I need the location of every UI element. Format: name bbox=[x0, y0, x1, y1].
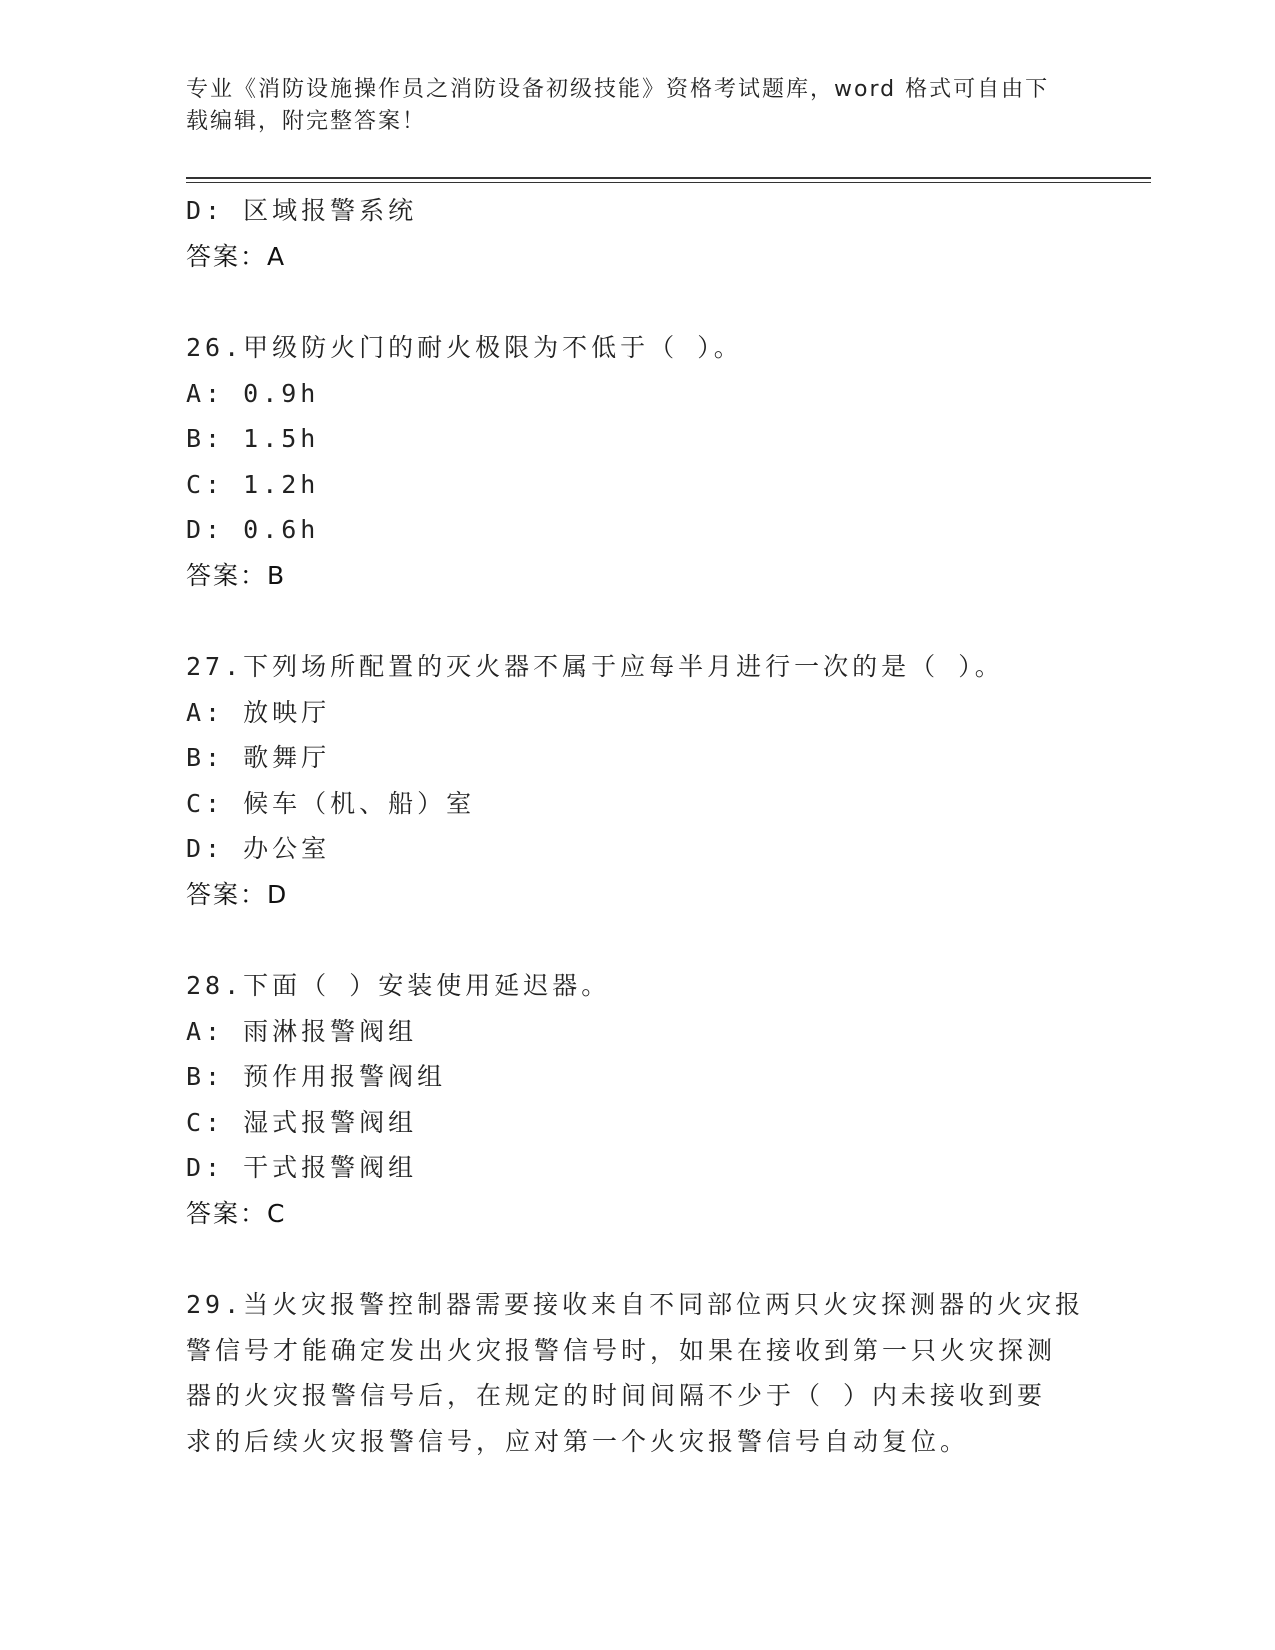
question-stem-line-3: 器的火灾报警信号后，在规定的时间间隔不少于（ ）内未接收到要 bbox=[186, 1381, 1047, 1410]
option-b: B: 歌舞厅 bbox=[186, 743, 331, 772]
question-27 bbox=[186, 644, 1086, 917]
option-b: B: 1.5h bbox=[186, 424, 320, 453]
question-26 bbox=[186, 325, 1086, 598]
document-header bbox=[186, 74, 1066, 138]
spacer bbox=[186, 598, 1086, 644]
option-d: D: 办公室 bbox=[186, 834, 331, 863]
prev-question-option-d: D: 区域报警系统 bbox=[186, 196, 418, 225]
question-list bbox=[186, 188, 1086, 1464]
spacer bbox=[186, 279, 1086, 325]
question-stem: 28.下面（ ）安装使用延迟器。 bbox=[186, 971, 611, 1000]
question-stem: 26.甲级防火门的耐火极限为不低于（ ）。 bbox=[186, 333, 743, 362]
answer: 答案：C bbox=[186, 1198, 287, 1228]
question-28 bbox=[186, 963, 1086, 1236]
option-a: A: 0.9h bbox=[186, 378, 320, 408]
header-divider bbox=[186, 177, 1151, 183]
option-b: B: 预作用报警阀组 bbox=[186, 1062, 447, 1091]
answer: 答案：D bbox=[186, 879, 289, 909]
option-d: D: 干式报警阀组 bbox=[186, 1153, 418, 1182]
question-29 bbox=[186, 1282, 1086, 1464]
prev-question-answer: 答案：A bbox=[186, 241, 287, 271]
option-c: C: 候车（机、船）室 bbox=[186, 788, 476, 818]
option-a: A: 放映厅 bbox=[186, 697, 331, 727]
question-stem-line-2: 警信号才能确定发出火灾报警信号时，如果在接收到第一只火灾探测 bbox=[186, 1335, 1057, 1365]
question-stem-line-1: 29.当火灾报警控制器需要接收来自不同部位两只火灾探测器的火灾报 bbox=[186, 1290, 1085, 1319]
spacer bbox=[186, 1236, 1086, 1282]
answer: 答案：B bbox=[186, 560, 287, 590]
question-stem-line-4: 求的后续火灾报警信号，应对第一个火灾报警信号自动复位。 bbox=[186, 1426, 970, 1456]
spacer bbox=[186, 917, 1086, 963]
question-stem: 27.下列场所配置的灭火器不属于应每半月进行一次的是（ ）。 bbox=[186, 652, 1004, 681]
option-c: C: 1.2h bbox=[186, 469, 320, 499]
option-c: C: 湿式报警阀组 bbox=[186, 1107, 418, 1137]
header-line-2: 载编辑，附完整答案！ bbox=[186, 109, 427, 134]
option-a: A: 雨淋报警阀组 bbox=[186, 1016, 418, 1046]
header-line-1: 专业《消防设施操作员之消防设备初级技能》资格考试题库，word 格式可自由下 bbox=[186, 77, 1050, 102]
option-d: D: 0.6h bbox=[186, 515, 320, 544]
